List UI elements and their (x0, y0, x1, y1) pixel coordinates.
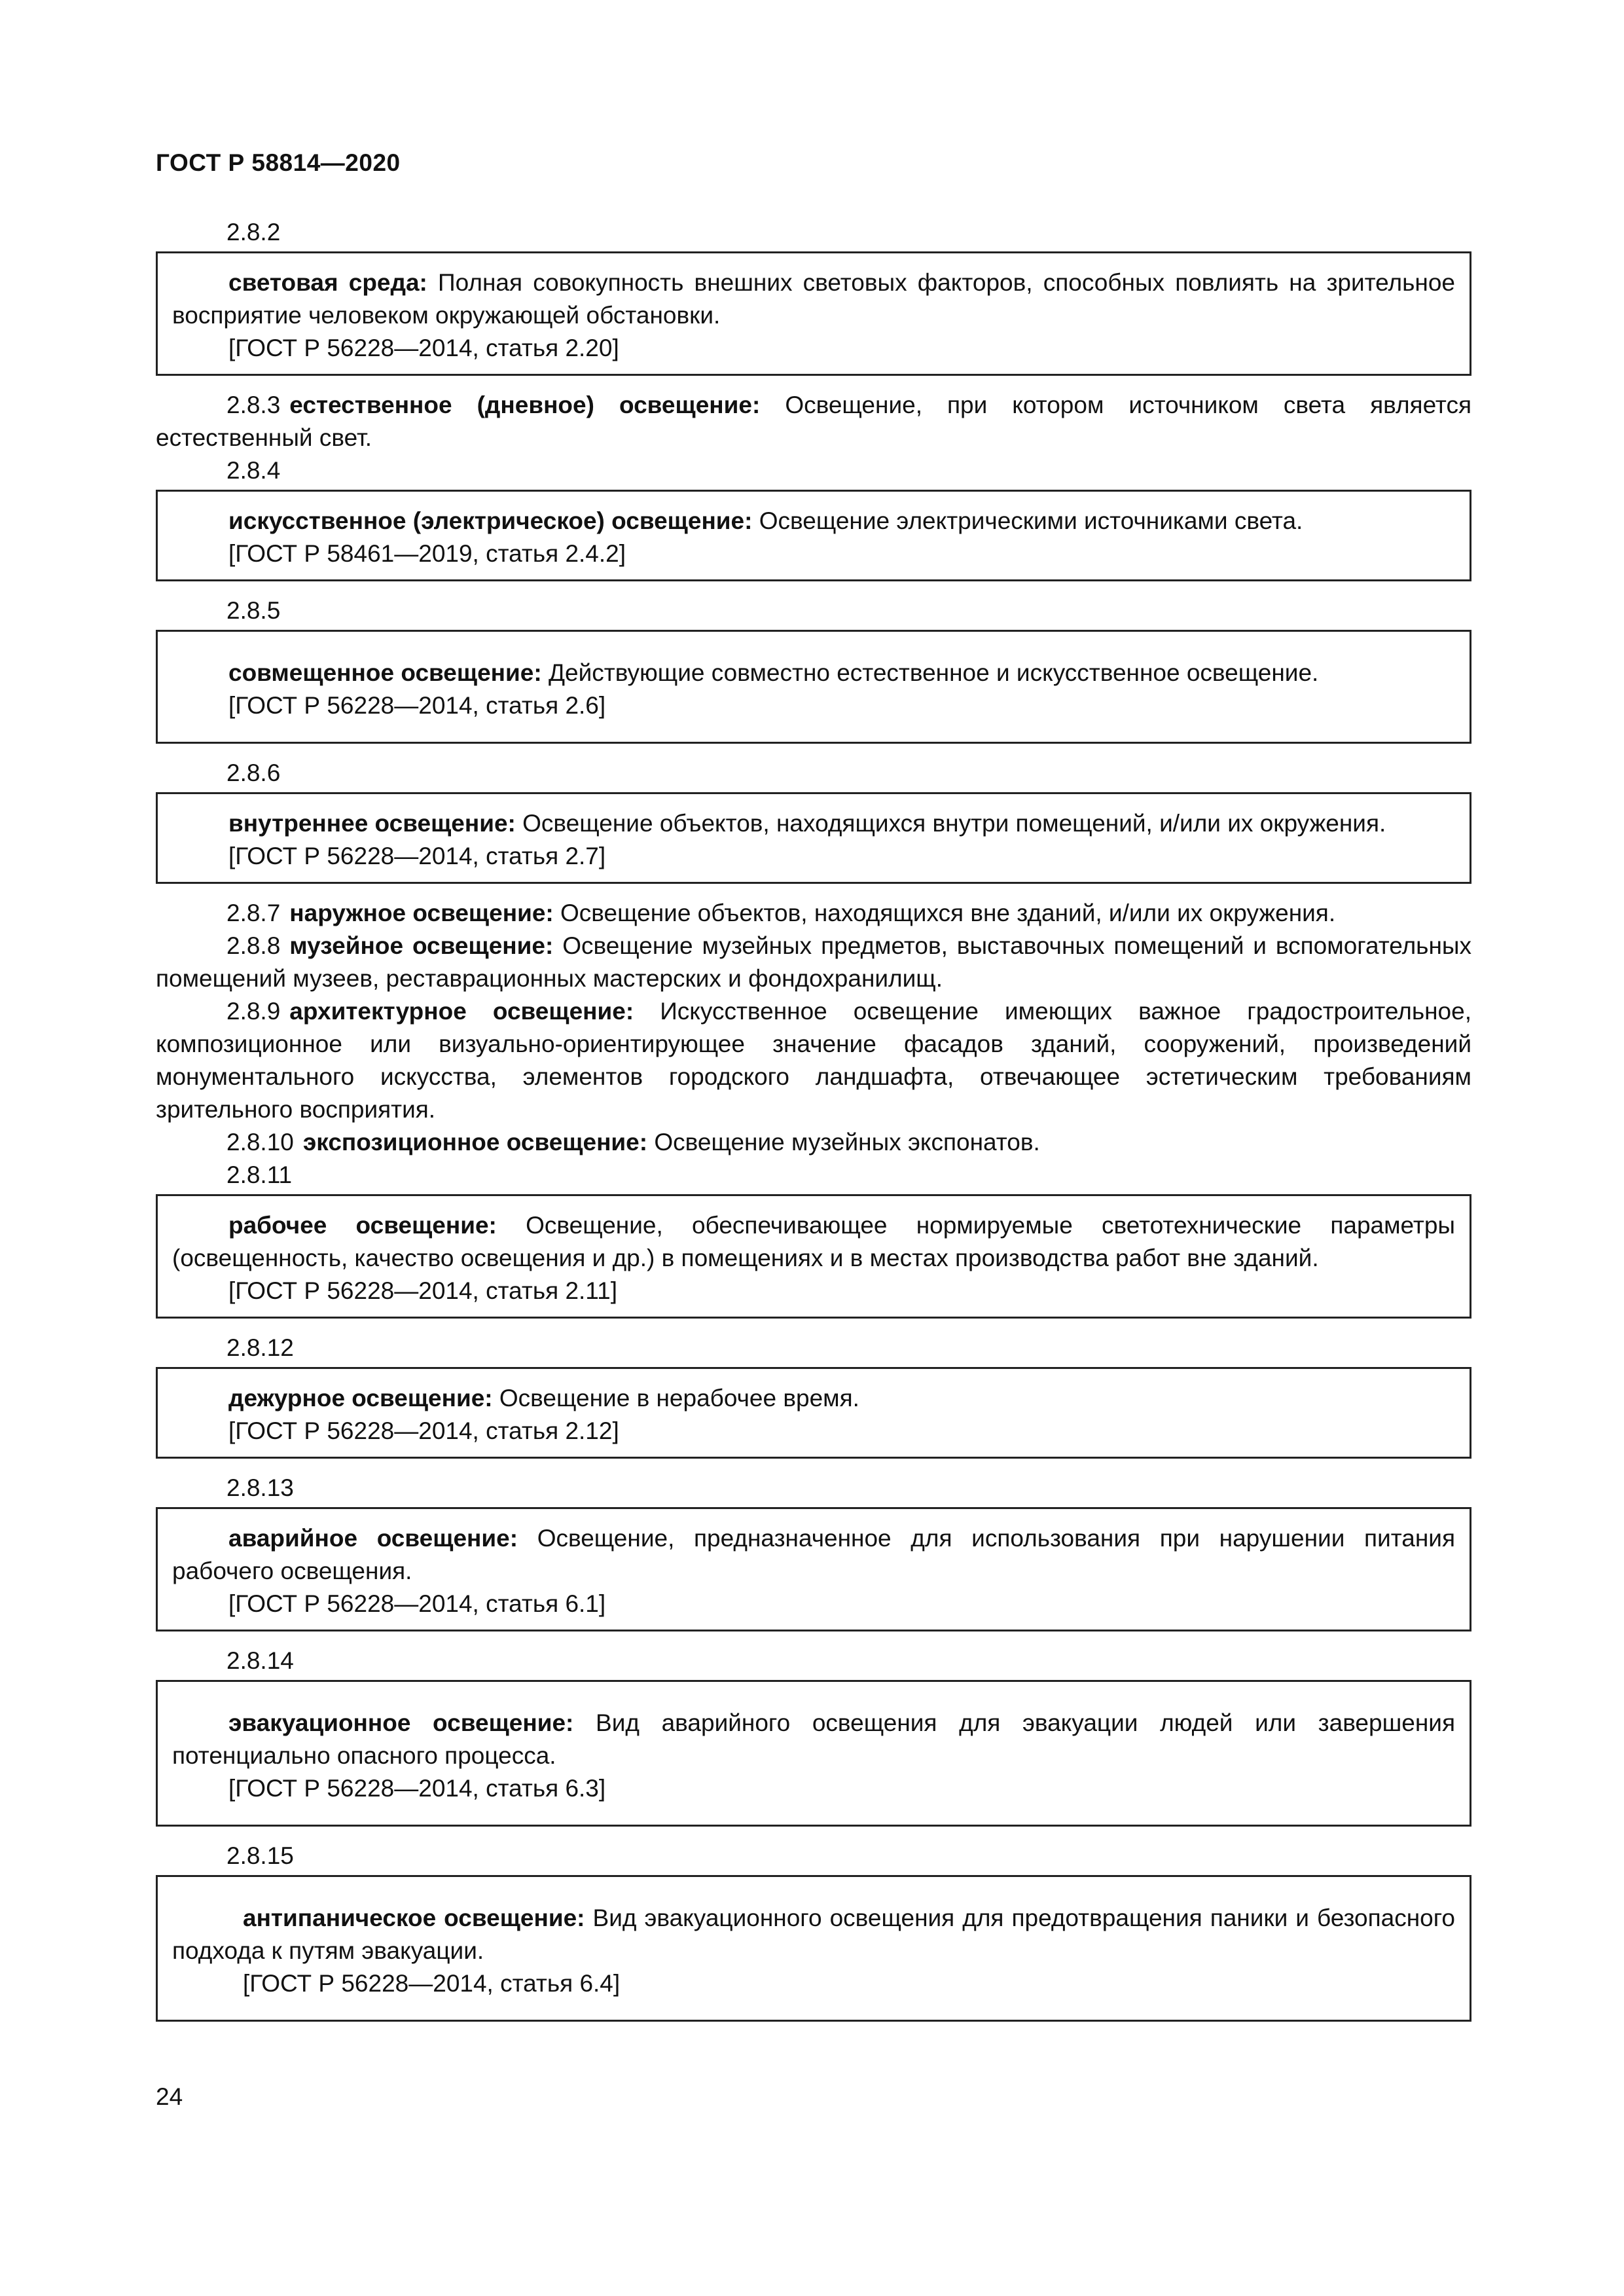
definition-paragraph (156, 1126, 1471, 1159)
entry-number: 2.8.3 (226, 392, 281, 418)
definition-text (172, 1707, 1455, 1772)
definition-paragraph (156, 897, 1471, 930)
source-reference: [ГОСТ Р 56228—2014, статья 6.1] (228, 1590, 606, 1617)
definition-box (156, 1680, 1471, 1827)
term: аварийное освещение: (228, 1525, 518, 1552)
term: антипаническое освещение: (243, 1904, 585, 1931)
term: дежурное освещение: (228, 1385, 493, 1412)
source-reference: [ГОСТ Р 56228—2014, статья 2.7] (228, 843, 606, 869)
source-reference: [ГОСТ Р 56228—2014, статья 6.4] (243, 1970, 621, 1997)
definition: Освещение электрическими источниками света. (759, 507, 1303, 534)
entry-number: 2.8.5 (226, 597, 281, 624)
definition-box (156, 1875, 1471, 2022)
term: эвакуационное освещение: (228, 1709, 574, 1736)
definition-box (156, 1367, 1471, 1459)
definition: Освещение, обеспечивающее нормируемые светотехнические параметры (освещенность, качество освещения и др.) в помещениях и в местах производства работ вне зданий. (172, 1212, 1455, 1271)
definition: Вид эвакуационного освещения для предотвращения паники и безопасного подхода к путям эвакуации. (172, 1904, 1456, 1964)
definition: Освещение, при котором источником света является естественный свет. (156, 392, 1471, 451)
definition: Полная совокупность внешних световых факторов, способных повлиять на зрительное восприятие человеком окружающей обстановки. (172, 269, 1455, 329)
definition: Вид аварийного освещения для эвакуации людей или завершения потенциально опасного процесса. (172, 1709, 1455, 1769)
source-reference: [ГОСТ Р 58461—2019, статья 2.4.2] (228, 540, 626, 567)
definition: Освещение в нерабочее время. (499, 1385, 859, 1412)
entry-number: 2.8.15 (226, 1842, 294, 1869)
definition-box (156, 792, 1471, 884)
term: естественное (дневное) освещение: (289, 392, 761, 418)
source-reference: [ГОСТ Р 56228—2014, статья 2.20] (228, 335, 619, 361)
entry-number: 2.8.4 (226, 457, 281, 484)
document-header: ГОСТ Р 58814—2020 (156, 149, 401, 176)
term: экспозиционное освещение: (302, 1129, 648, 1156)
definition-box (156, 630, 1471, 744)
definition-text (172, 1902, 1455, 1967)
entry-number: 2.8.14 (226, 1647, 294, 1674)
entry-number: 2.8.6 (226, 759, 281, 786)
definition-paragraph (156, 995, 1471, 1126)
definition-text (172, 807, 1455, 840)
definition-text (172, 1382, 1455, 1415)
definition: Освещение музейных предметов, выставочных помещений и вспомогательных помещений музеев, реставрационных мастерских и фондохранилищ. (156, 932, 1471, 992)
entry-number: 2.8.10 (226, 1129, 294, 1156)
term: совмещенное освещение: (228, 659, 542, 686)
entry-number: 2.8.12 (226, 1334, 294, 1361)
definition-text (172, 657, 1455, 689)
source-reference: [ГОСТ Р 56228—2014, статья 6.3] (228, 1775, 606, 1802)
entry-number: 2.8.13 (226, 1474, 294, 1501)
source-reference: [ГОСТ Р 56228—2014, статья 2.11] (228, 1277, 617, 1304)
page-number: 24 (156, 2083, 183, 2110)
definition-text (172, 505, 1455, 538)
term: рабочее освещение: (228, 1212, 497, 1239)
term: музейное освещение: (289, 932, 554, 959)
definition: Освещение объектов, находящихся внутри помещений, и/или их окружения. (522, 810, 1386, 837)
term: искусственное (электрическое) освещение: (228, 507, 753, 534)
document-body (156, 216, 1471, 2035)
entry-number: 2.8.9 (226, 998, 281, 1025)
source-reference: [ГОСТ Р 56228—2014, статья 2.6] (228, 692, 606, 719)
definition-text (172, 1522, 1455, 1588)
term: внутреннее освещение: (228, 810, 516, 837)
definition-box (156, 251, 1471, 376)
term: световая среда: (228, 269, 427, 296)
entry-number: 2.8.11 (226, 1161, 293, 1188)
definition: Освещение объектов, находящихся вне зданий, и/или их окружения. (560, 900, 1336, 926)
entry-number: 2.8.7 (226, 900, 281, 926)
source-reference: [ГОСТ Р 56228—2014, статья 2.12] (228, 1417, 619, 1444)
definition-text (172, 266, 1455, 332)
term: архитектурное освещение: (289, 998, 634, 1025)
definition-text (172, 1209, 1455, 1275)
definition-paragraph (156, 389, 1471, 454)
definition: Искусственное освещение имеющих важное градостроительное, композиционное или визуально-ориентирующее значение фасадов зданий, сооружений, произведений монументального искусства, элементов городского ландшафта, отвечающее эстетическим требованиям зрительного восприятия. (156, 998, 1471, 1123)
entry-number: 2.8.8 (226, 932, 281, 959)
entry-number: 2.8.2 (226, 219, 281, 246)
definition-box (156, 1507, 1471, 1631)
definition: Действующие совместно естественное и искусственное освещение. (548, 659, 1319, 686)
definition-box (156, 1194, 1471, 1319)
definition-box (156, 490, 1471, 581)
definition: Освещение музейных экспонатов. (654, 1129, 1040, 1156)
definition: Освещение, предназначенное для использования при нарушении питания рабочего освещения. (172, 1525, 1455, 1584)
term: наружное освещение: (289, 900, 554, 926)
definition-paragraph (156, 930, 1471, 995)
